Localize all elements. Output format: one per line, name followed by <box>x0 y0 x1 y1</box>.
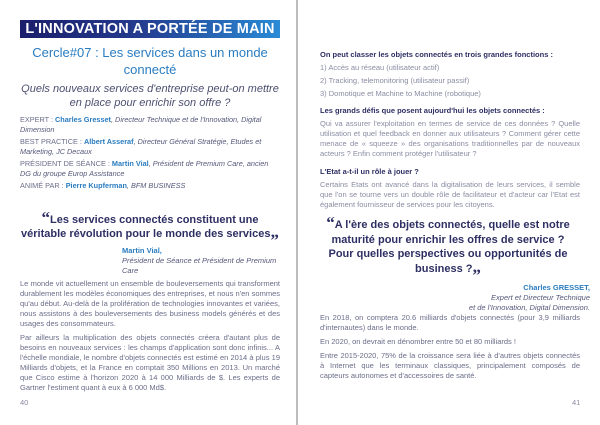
attribution-role: et de l'Innovation, Digital Dimension. <box>468 303 590 312</box>
credit-desc: , Directeur Général Stratégie, Etudes et Marketing, JC Decaux <box>20 137 262 156</box>
left-page <box>0 0 297 425</box>
credit-role: PRÉSIDENT DE SÉANCE : <box>20 159 112 168</box>
state-text: Certains Etats ont avancé dans la digitalisation de leurs services, il semble que l'on se tourne vers un double rôle de facilitateur et d'acteur car l'Etat est également fournisseur de services pour les citoyens. <box>320 180 580 209</box>
section-banner: L'INNOVATION A PORTÉE DE MAIN <box>20 20 280 38</box>
paragraph: Entre 2015-2020, 75% de la croissance sera liée à d'autres objets connectés à Internet que les terminaux classiques, principalement composés de capteurs autonomes et d'accessoires de santé. <box>320 351 580 380</box>
attribution-name: Martin Vial, <box>122 246 162 255</box>
credit-role: ANIMÉ PAR : <box>20 181 66 190</box>
right-column <box>320 50 580 218</box>
function-item: 1) Accès au réseau (utilisateur actif) <box>320 63 440 72</box>
page-number: 40 <box>20 398 29 407</box>
credit-desc: , Président de Premium Care, ancien DG du groupe Europ Assistance <box>20 159 269 178</box>
credit-president <box>20 159 280 179</box>
credit-role: BEST PRACTICE : <box>20 137 84 146</box>
credit-desc: , Directeur Technique et de l'Innovation, Digital Dimension <box>20 115 262 134</box>
functions-heading: On peut classer les objets connectés en trois grandes fonctions : <box>320 50 553 59</box>
function-item: 3) Domotique et Machine to Machine (robotique) <box>320 89 481 98</box>
pull-quote <box>318 213 578 276</box>
subtitle: Quels nouveaux services d'entreprise peut-on mettre en place pour enrichir son offre ? <box>21 83 279 109</box>
function-item: 2) Tracking, telemonitoring (utilisateur passif) <box>320 76 470 85</box>
page-number: 41 <box>572 398 581 407</box>
credit-name: Charles Gresset <box>55 115 111 124</box>
page-title: Cercle#07 : Les services dans un monde connecté <box>32 45 268 77</box>
quote-text: A l'ère des objets connectés, quelle est notre maturité pour enrichir les offres de service ? Pour quelles perspectives ou opportunités de business ? <box>328 219 570 275</box>
credit-name: Pierre Kupferman <box>65 181 127 190</box>
paragraph: En 2018, on comptera 20.6 milliards d'objets connectés (pour 3,9 milliards d'internautes) dans le monde. <box>320 313 580 332</box>
credit-expert <box>20 115 280 135</box>
paragraph: Par ailleurs la multiplication des objets connectés créera d'autant plus de besoins en nouveaux services : les champs d'application sont donc infinis... A l'échelle mondiale, le nombre d'objets connectés est estimé en 2014 à plus 19 Milliards d'objets, et la France en comptait 350 Millions en 2013. Un marché que Cisco estime à l'horizon 2020 à 14 000 Milliards de $. Les experts de Gartner l'estiment quant à eux à 6 000 Md$. <box>20 333 280 392</box>
open-quote-icon: “ <box>41 208 51 227</box>
attribution-name: Charles GRESSET, <box>523 283 590 292</box>
quote-text: Les services connectés constituent une véritable révolution pour le monde des services <box>21 214 271 240</box>
challenges-heading: Les grands défis que posent aujourd'hui les objets connectés : <box>320 106 545 115</box>
paragraph: En 2020, on devrait en dénombrer entre 50 et 80 milliards ! <box>320 337 516 346</box>
credit-name: Martin Vial <box>111 159 149 168</box>
credit-name: Albert Asseraf <box>83 137 134 146</box>
credits-list <box>20 115 280 193</box>
open-quote-icon: “ <box>326 213 335 232</box>
quote-attribution <box>122 246 282 276</box>
close-quote-icon: „ <box>472 256 481 276</box>
credit-desc: , BFM BUSINESS <box>126 181 186 190</box>
body-text <box>320 313 580 385</box>
paragraph: Le monde vit actuellement un ensemble de bouleversements qui transforment durablement les modèles économiques des entreprises, et nous n'en sommes qu'au début. Au-delà de la prolifération de technologies innovantes et variées, nous assistons à des bouleversements des business models générés et des usages des consommateurs. <box>20 279 280 328</box>
state-heading: L'Etat a-t-il un rôle à jouer ? <box>320 167 419 176</box>
credit-role: EXPERT : <box>20 115 56 124</box>
credit-host <box>20 181 280 191</box>
credit-best-practice <box>20 137 280 157</box>
pull-quote <box>18 208 282 241</box>
attribution-role: Président de Séance et Président de Premium Care <box>122 256 277 275</box>
challenges-text: Qui va assurer l'exploitation en termes de service de ces données ? Quelle utilisation et quel feedback en donner aux utilisateurs ? Comment gérer cette menace de « squeeze » des organisations traditionnelles par de nouveaux acteurs ? Enfin comment protéger l'utilisateur ? <box>320 119 580 158</box>
body-text <box>20 279 280 397</box>
quote-attribution <box>440 283 590 313</box>
close-quote-icon: „ <box>270 222 279 241</box>
attribution-role: Expert et Directeur Technique <box>491 293 590 302</box>
